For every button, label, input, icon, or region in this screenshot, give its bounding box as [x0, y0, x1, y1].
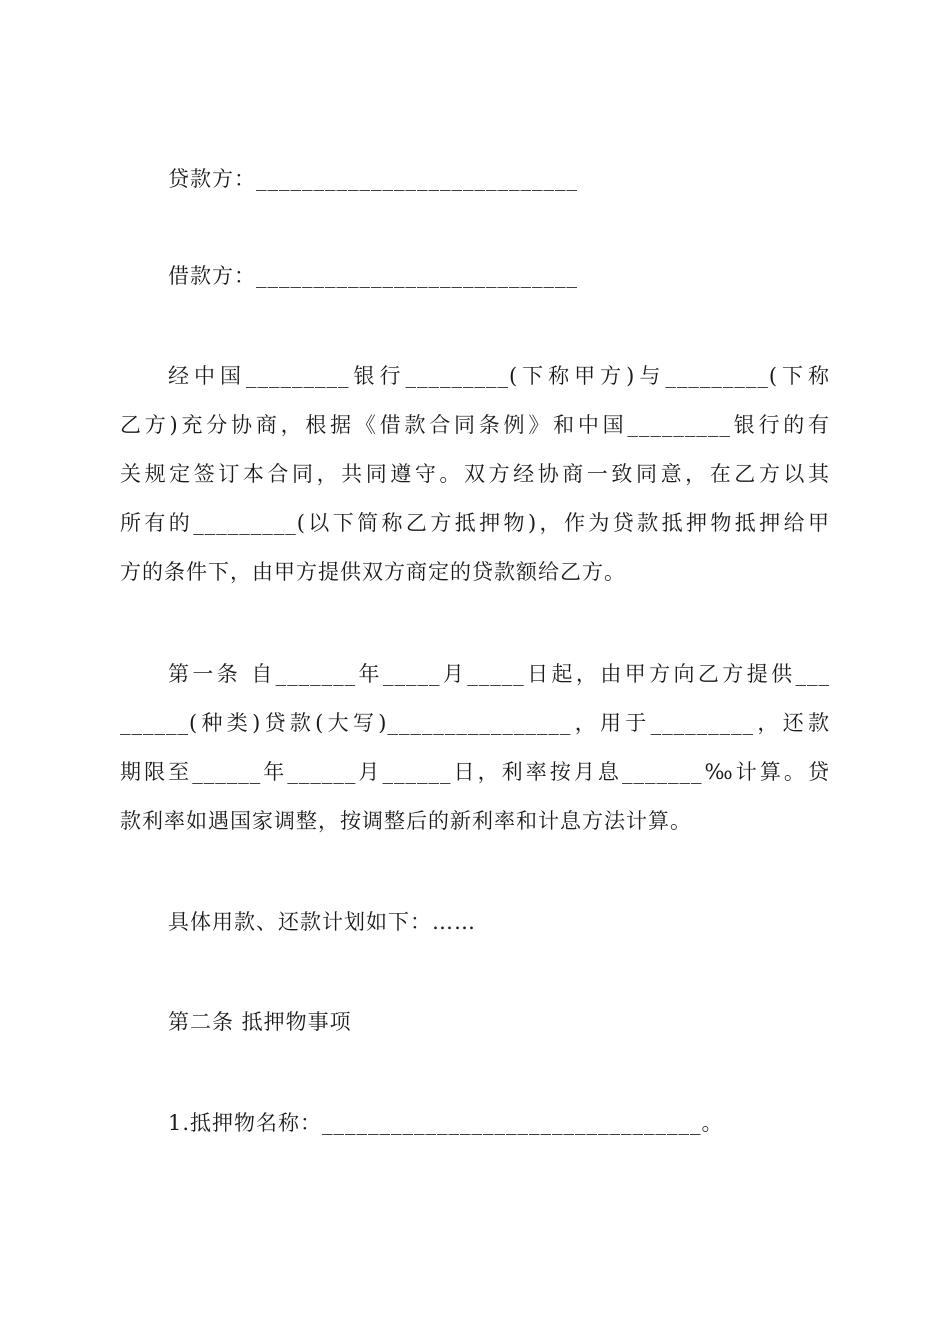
item1-line: 1.抵押物名称：_________________________________。	[168, 1111, 724, 1135]
article1-line-1: 第一条 自_______年_____月_____日起，由甲方向乙方提供___	[168, 662, 830, 686]
para1-line-2: 乙方)充分协商，根据《借款合同条例》和中国_________银行的有	[120, 413, 830, 437]
para1-line-3: 关规定签订本合同，共同遵守。双方经协商一致同意，在乙方以其	[120, 462, 830, 486]
article1-line-2: ______(种类)贷款(大写)________________，用于_________，还款	[120, 711, 830, 735]
lender-line: 贷款方：____________________________	[168, 167, 578, 191]
para1-line-5: 方的条件下，由甲方提供双方商定的贷款额给乙方。	[120, 560, 626, 584]
para1-line-4: 所有的_________(以下简称乙方抵押物)，作为贷款抵押物抵押给甲	[120, 511, 830, 535]
article1-line-4: 款利率如遇国家调整，按调整后的新利率和计息方法计算。	[120, 809, 692, 833]
article1-line-3: 期限至______年______月______日，利率按月息_______‰计算。贷	[120, 760, 830, 784]
article2-title: 第二条 抵押物事项	[168, 1010, 352, 1034]
plan-line: 具体用款、还款计划如下：……	[168, 910, 476, 934]
para1-line-1: 经中国_________银行_________(下称甲方)与_________(下称	[168, 364, 830, 388]
borrower-line: 借款方：____________________________	[168, 264, 578, 288]
